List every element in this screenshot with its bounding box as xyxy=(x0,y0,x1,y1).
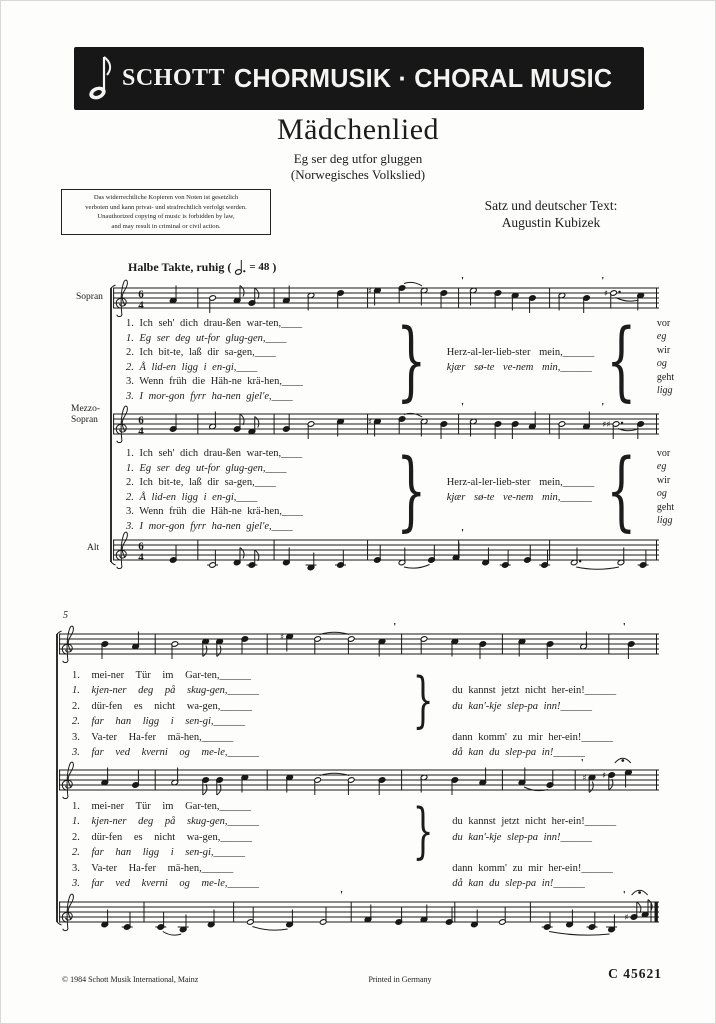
copyright-warning-box xyxy=(61,189,271,235)
lyric-line: vor xyxy=(656,318,671,329)
lyric-line: 2. Å lid-en ligg i en-gi,____ xyxy=(126,491,258,503)
svg-text:': ' xyxy=(461,527,465,539)
lyric-line xyxy=(452,668,616,683)
subtitle-original: Eg ser deg utfor gluggen xyxy=(293,151,423,166)
credit-line1: Satz und deutscher Text: xyxy=(484,198,618,213)
lyric-line: 3. I mor-gon fyrr ha-nen gjel'e,____ xyxy=(126,520,293,532)
lyric-line: 3. Va-ter Ha-fer mä-hen,______ xyxy=(72,731,234,743)
svg-text:': ' xyxy=(601,275,605,287)
lyric-line: du kan'-kje slep-pa inn!______ xyxy=(452,831,593,843)
brace-close: } xyxy=(396,441,427,541)
page-title: Mädchenlied xyxy=(276,113,440,146)
lyric-line: 1. kjen-ner deg på skug-gen,______ xyxy=(72,816,260,828)
brace-open: { xyxy=(606,311,637,411)
lyric-line: 2. Ich bit-te, laß dir sa-gen,____ xyxy=(126,477,276,489)
warning-line: and may result in criminal or civil action. xyxy=(111,222,221,230)
tempo-paren-open: ( xyxy=(227,259,232,274)
lyric-line: 3. Wenn früh die Häh-ne krä-hen,____ xyxy=(126,376,303,388)
svg-text:4: 4 xyxy=(138,425,144,438)
svg-text:': ' xyxy=(580,757,584,769)
lyrics-verse-endings xyxy=(452,668,616,760)
lyric-line: 1. Eg ser deg ut-for glug-gen,____ xyxy=(126,462,287,474)
warning-line: Das widerrechtliche Kopieren von Noten ist gesetzlich xyxy=(93,194,239,201)
lyric-line: 1. kjen-ner deg på skug-gen,______ xyxy=(72,685,260,697)
brace-open: { xyxy=(606,441,637,541)
credit-line2: Augustin Kubizek xyxy=(501,215,601,230)
lyric-line: eg xyxy=(656,331,667,343)
lyric-line: dann komm' zu mir her-ein!______ xyxy=(452,862,613,874)
lyric-line: 2. far han ligg i sen-gi,______ xyxy=(72,716,246,728)
lyric-line: 2. Ich bit-te, laß dir sa-gen,____ xyxy=(126,347,276,359)
voice-label-sopran: Sopran xyxy=(76,292,103,302)
lyric-line xyxy=(452,714,616,729)
lyrics-refrain xyxy=(447,317,594,405)
lyrics-verses xyxy=(72,799,404,891)
plate-number: C 45621 xyxy=(608,966,662,981)
lyric-line: Herz-al-ler-lieb-ster mein,______ xyxy=(446,477,595,489)
svg-text:♯: ♯ xyxy=(367,417,372,428)
series-name: CHORMUSIK · CHORAL MUSIC xyxy=(234,63,613,93)
tempo-paren-close: ) xyxy=(272,259,277,274)
lyric-line: 1. Eg ser deg ut-for glug-gen,____ xyxy=(126,332,287,344)
lyric-line: du kan'-kje slep-pa inn!______ xyxy=(452,700,593,712)
brand-name: SCHOTT xyxy=(122,65,226,91)
lyric-line: geht xyxy=(656,371,675,383)
svg-text:4: 4 xyxy=(138,299,144,312)
lyrics-system-2 xyxy=(126,441,675,541)
svg-text:♯: ♯ xyxy=(582,773,587,784)
lyric-line: 2. dür-fen es nicht wa-gen,______ xyxy=(72,831,252,843)
lyric-line xyxy=(452,799,616,814)
lyric-line: wir xyxy=(656,474,671,486)
lyric-line: 1. Ich seh' dich drau-ßen war-ten,____ xyxy=(126,448,303,459)
copyright-line: © 1984 Schott Musik International, Mainz xyxy=(62,975,199,984)
printed-in: Printed in Germany xyxy=(368,975,432,984)
svg-text:♯: ♯ xyxy=(279,632,285,643)
lyric-line: ligg xyxy=(656,515,673,527)
svg-text:♯: ♯ xyxy=(601,771,607,781)
brace-close: } xyxy=(412,796,434,866)
lyric-line: 2. Å lid-en ligg i en-gi,____ xyxy=(126,361,258,373)
lyrics-verses xyxy=(72,668,404,760)
svg-text:♯♯: ♯♯ xyxy=(602,420,611,430)
staff-alt-continued xyxy=(58,884,660,944)
svg-text:6: 6 xyxy=(138,414,144,427)
svg-text:♯: ♯ xyxy=(367,286,372,297)
svg-text:': ' xyxy=(601,401,605,413)
voice-label-alt: Alt xyxy=(87,543,100,553)
lyrics-verses xyxy=(126,317,384,405)
arranger-credit xyxy=(440,197,662,231)
lyric-line: dann komm' zu mir her-ein!______ xyxy=(452,731,613,743)
lyrics-system-3 xyxy=(72,665,662,760)
lyric-line: 2. dür-fen es nicht wa-gen,______ xyxy=(72,700,252,712)
svg-text:6: 6 xyxy=(138,540,144,553)
lyric-line: og xyxy=(656,488,667,500)
lyric-line: ligg xyxy=(656,385,673,397)
svg-text:': ' xyxy=(340,889,344,901)
lyric-line: du kannst jetzt nicht her-ein!______ xyxy=(452,816,617,828)
lyric-line: 1. mei-ner Tür im Gar-ten,______ xyxy=(72,670,252,681)
lyrics-refrain xyxy=(447,447,594,535)
tempo-label: Halbe Takte, ruhig xyxy=(128,259,225,274)
lyric-line: geht xyxy=(656,501,675,513)
subtitle-genre: (Norwegisches Volkslied) xyxy=(290,167,426,182)
lyric-line: 3. I mor-gon fyrr ha-nen gjel'e,____ xyxy=(126,390,293,402)
lyrics-system-4 xyxy=(72,796,662,891)
lyric-line: 3. Wenn früh die Häh-ne krä-hen,____ xyxy=(126,506,303,518)
lyrics-verses xyxy=(126,447,384,535)
measure-number: 5 xyxy=(63,610,68,621)
lyric-line xyxy=(452,845,616,860)
lyrics-system-1 xyxy=(126,311,675,411)
voice-label-mezzo xyxy=(71,404,100,425)
svg-text:': ' xyxy=(393,621,397,633)
svg-text:': ' xyxy=(461,275,465,287)
svg-text:6: 6 xyxy=(138,288,144,301)
svg-text:': ' xyxy=(622,889,626,901)
svg-text:4: 4 xyxy=(138,551,144,564)
svg-text:♯: ♯ xyxy=(603,289,609,299)
publisher-banner xyxy=(74,47,644,110)
lyric-line: 1. Ich seh' dich drau-ßen war-ten,____ xyxy=(126,318,303,329)
lyric-line: då kan du slep-pa in!______ xyxy=(452,878,585,890)
lyric-line: eg xyxy=(656,461,667,473)
lyric-line: kjær sø-te ve-nem min,______ xyxy=(446,362,592,373)
lyric-line: 1. mei-ner Tür im Gar-ten,______ xyxy=(72,801,252,812)
lyric-line: 3. far ved kverni og me-le,______ xyxy=(72,878,260,890)
lyric-line: wir xyxy=(656,344,671,356)
lyric-line: 3. Va-ter Ha-fer mä-hen,______ xyxy=(72,862,234,874)
warning-line: Unauthorized copying of music is forbidden by law, xyxy=(97,213,235,221)
lyrics-carryover-words xyxy=(657,447,674,527)
lyrics-verse-endings xyxy=(452,799,616,891)
lyric-line: kjær sø-te ve-nem min,______ xyxy=(446,492,592,503)
svg-text:♯: ♯ xyxy=(624,913,629,923)
voice-label-mezzo-line1: Mezzo- xyxy=(71,404,101,414)
lyrics-carryover-words xyxy=(657,317,674,397)
lyric-line: 2. far han ligg i sen-gi,______ xyxy=(72,847,246,859)
voice-label-mezzo-line2: Sopran xyxy=(71,414,98,425)
schott-note-logo-icon xyxy=(84,53,118,105)
staff-sopran-continued xyxy=(58,616,660,676)
tempo-value: = 48 xyxy=(249,261,270,273)
brace-close: } xyxy=(412,665,434,735)
lyric-line: då kan du slep-pa in!______ xyxy=(452,747,585,759)
lyric-line: du kannst jetzt nicht her-ein!______ xyxy=(452,685,617,697)
svg-text:': ' xyxy=(622,621,626,633)
lyric-line: og xyxy=(656,358,667,370)
lyric-line: 3. far ved kverni og me-le,______ xyxy=(72,747,260,759)
lyric-line: vor xyxy=(656,448,671,459)
brace-close: } xyxy=(396,311,427,411)
warning-line: verboten und kann privat- und strafrechtlich verfolgt werden. xyxy=(85,203,247,211)
svg-text:': ' xyxy=(461,401,465,413)
lyric-line: Herz-al-ler-lieb-ster mein,______ xyxy=(446,347,595,359)
